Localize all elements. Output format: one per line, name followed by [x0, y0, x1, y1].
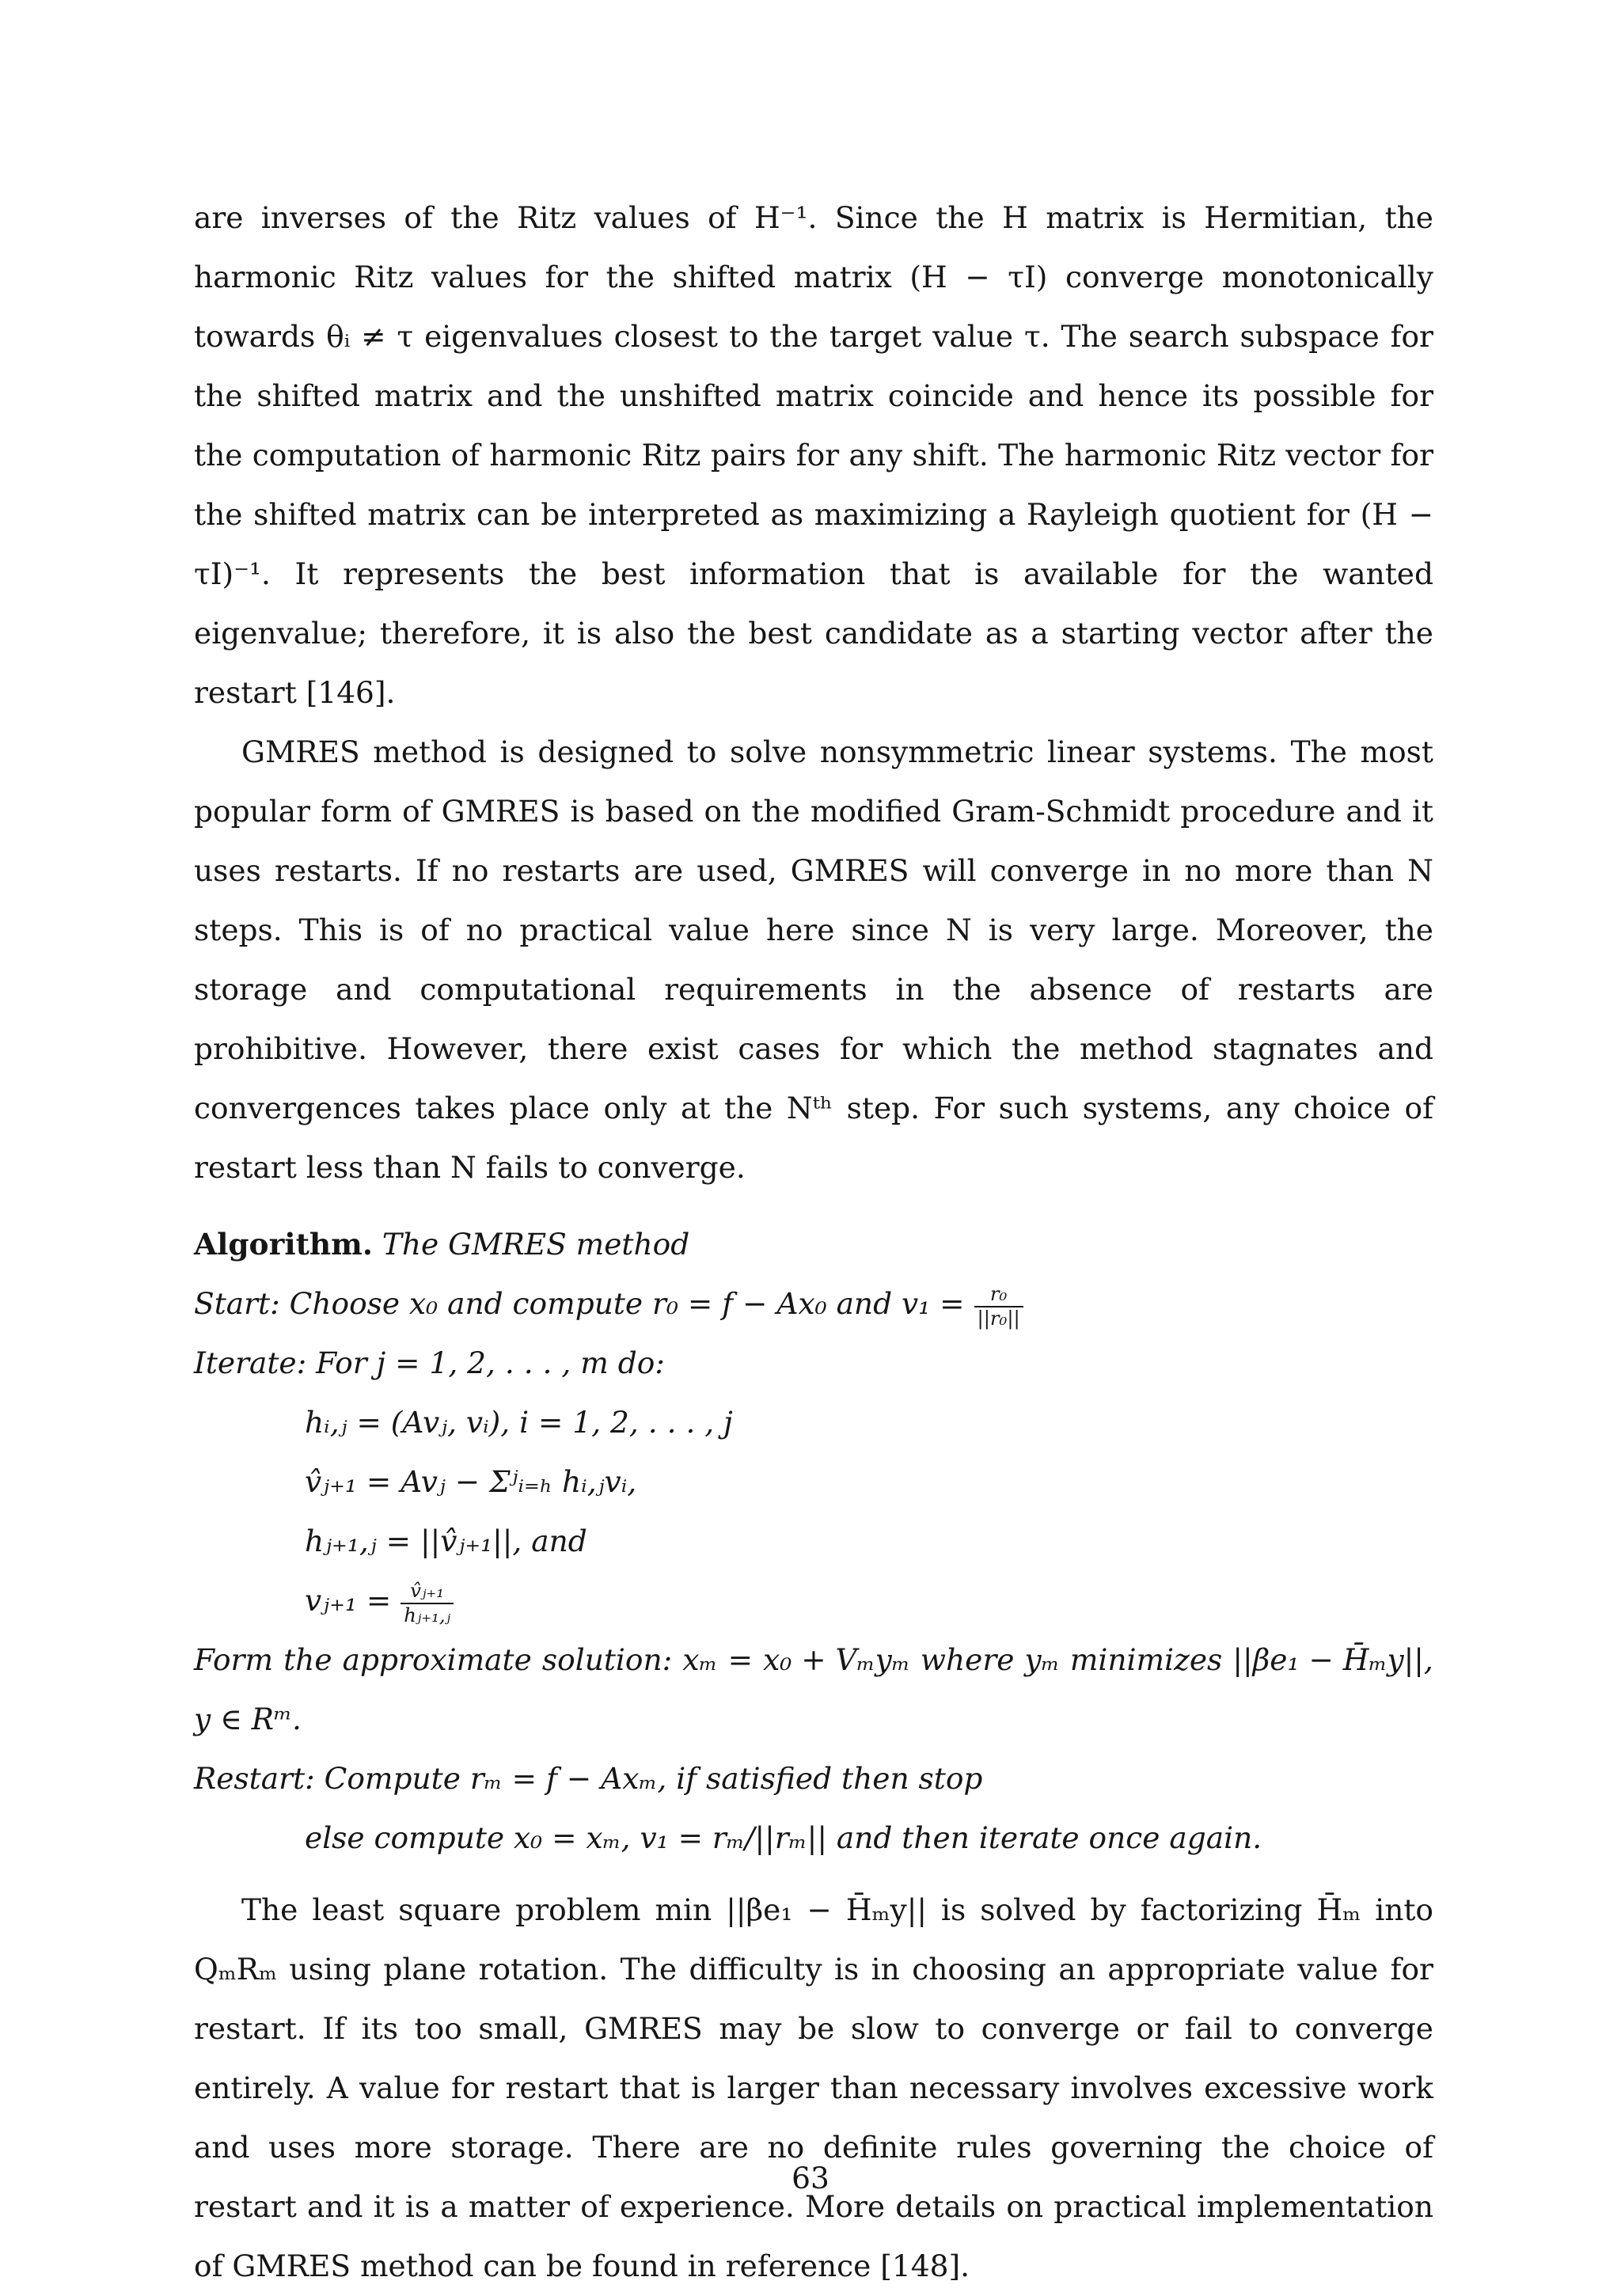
algorithm-header — [194, 1215, 1433, 1274]
form-word: approximate — [342, 1642, 532, 1677]
paragraph-harmonic-ritz: are inverses of the Ritz values of H⁻¹. Since the H matrix is Hermitian, the harmonic Ritz values for the shifted matrix (H − τI) converge monotonically towards θᵢ ≠ τ eigenvalues closest to the target value τ. The search subspace for the shifted matrix and the unshifted matrix coincide and hence its possible for the computation of harmonic Ritz pairs for any shift. The harmonic Ritz vector for the shifted matrix can be interpreted as maximizing a Rayleigh quotient for (H − τI)⁻¹. It represents the best information that is available for the wanted eigenvalue; therefore, it is also the best candidate as a starting vector after the restart [146]. — [194, 200, 1433, 710]
form-word: Form — [194, 1642, 274, 1677]
fraction-denominator: ||r₀|| — [977, 1306, 1020, 1330]
form-word: = — [727, 1642, 754, 1677]
form-word: yₘ — [1024, 1642, 1060, 1677]
algorithm-restart-else: else compute x₀ = xₘ, v₁ = rₘ/||rₘ|| and then iterate once again. — [305, 1820, 1262, 1855]
algorithm-step-hij: hᵢ,ⱼ = (Avⱼ, vᵢ), i = 1, 2, . . . , j — [305, 1405, 733, 1440]
paragraph-gmres-intro: GMRES method is designed to solve nonsymmetric linear systems. The most popular form of GMRES is based on the modified Gram-Schmidt procedure and it uses restarts. If no restarts are used, GMRES will converge in no more than N steps. This is of no practical value here since N is very large. Moreover, the storage and computational requirements in the absence of restarts are prohibitive. However, there exist cases for which the method stagnates and convergences takes place only at the Nᵗʰ step. For such systems, any choice of restart less than N fails to converge. — [194, 734, 1433, 1185]
form-word: minimizes — [1069, 1642, 1223, 1677]
algorithm-step-vnext — [194, 1571, 1433, 1630]
algorithm-form-solution — [194, 1630, 1433, 1690]
form-word: ||βe₁ − H̄ₘy||, — [1232, 1642, 1433, 1677]
fraction-r0-norm — [974, 1283, 1023, 1329]
algorithm-step-vhat: v̂ⱼ₊₁ = Avⱼ − Σʲᵢ₌ₕ hᵢ,ⱼvᵢ, — [305, 1464, 637, 1499]
algorithm-heading: Algorithm. — [194, 1227, 373, 1262]
form-word: solution: — [541, 1642, 673, 1677]
algorithm-start — [194, 1274, 1433, 1334]
algorithm-title: The GMRES method — [382, 1227, 690, 1262]
form-word: xₘ — [682, 1642, 718, 1677]
fraction-numerator: v̂ⱼ₊₁ — [401, 1580, 454, 1603]
algorithm-restart: Restart: Compute rₘ = f − Axₘ, if satisfied then stop — [194, 1761, 983, 1796]
page-body — [194, 188, 1433, 2296]
algorithm-block — [194, 1215, 1433, 1868]
form-word: x₀ + Vₘyₘ — [763, 1642, 910, 1677]
form-word: the — [283, 1642, 332, 1677]
algorithm-form-continuation: y ∈ Rᵐ. — [194, 1702, 302, 1736]
algorithm-step-hnorm: hⱼ₊₁,ⱼ = ||v̂ⱼ₊₁||, and — [305, 1524, 587, 1558]
algorithm-iterate: Iterate: For j = 1, 2, . . . , m do: — [194, 1345, 665, 1380]
fraction-vnext — [401, 1580, 454, 1626]
vnext-lhs: vⱼ₊₁ = — [305, 1583, 392, 1618]
fraction-numerator: r₀ — [974, 1283, 1023, 1307]
form-word: where — [920, 1642, 1015, 1677]
algorithm-start-text: Start: Choose x₀ and compute r₀ = f − Ax₀ and v₁ = — [194, 1286, 965, 1321]
page-number: 63 — [792, 2161, 829, 2195]
paragraph-least-squares: The least square problem min ||βe₁ − H̄ₘy|| is solved by factorizing H̄ₘ into QₘRₘ using plane rotation. The difficulty is in choosing an appropriate value for restart. If its too small, GMRES may be slow to converge or fail to converge entirely. A value for restart that is larger than necessary involves excessive work and uses more storage. There are no definite rules governing the choice of restart and it is a matter of experience. More details on practical implementation of GMRES method can be found in reference [148]. — [194, 1892, 1433, 2283]
fraction-denominator: hⱼ₊₁,ⱼ — [404, 1603, 451, 1626]
